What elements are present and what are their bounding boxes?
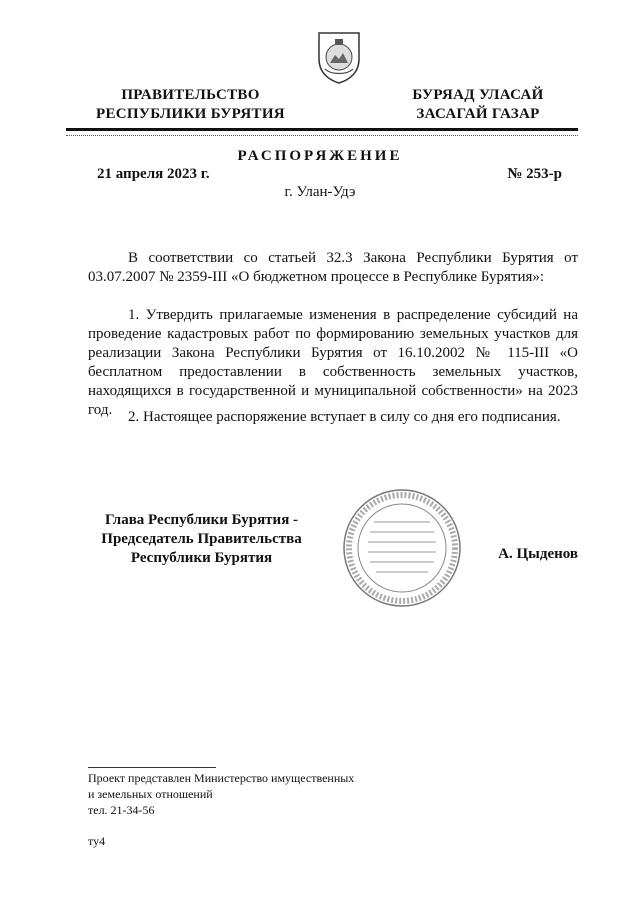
intro-text: В соответствии со статьей 32.3 Закона Республики Бурятия от 03.07.2007 № 2359-III «О бюджетном процессе в Республике Бурятия»: <box>88 250 578 285</box>
document-date: 21 апреля 2023 г. <box>97 166 210 182</box>
header-left-line1: ПРАВИТЕЛЬСТВО <box>121 87 260 103</box>
footer-note <box>88 770 354 818</box>
header-left <box>88 86 293 124</box>
official-seal-icon <box>340 486 464 610</box>
document-city: г. Улан-Удэ <box>284 184 356 200</box>
document-title: РАСПОРЯЖЕНИЕ <box>237 148 403 164</box>
item2-text: 2. Настоящее распоряжение вступает в силу со дня его подписания. <box>128 409 561 425</box>
coat-of-arms-icon <box>315 29 363 85</box>
item2-paragraph <box>88 408 578 427</box>
footer-phone: тел. 21-34-56 <box>88 803 155 817</box>
signatory-name: А. Цыденов <box>498 546 578 562</box>
header-right-line2: ЗАСАГАЙ ГАЗАР <box>416 106 540 122</box>
document-number: № 253-р <box>507 166 562 182</box>
footer-line1: Проект представлен Министерство имущественных <box>88 771 355 785</box>
footer-code: ту4 <box>88 834 106 848</box>
signatory-line3: Республики Бурятия <box>130 550 273 566</box>
footer-line2: и земельных отношений <box>88 787 213 801</box>
header-divider-dotted <box>66 135 578 136</box>
signatory-line2: Председатель Правительства <box>101 531 302 547</box>
intro-paragraph <box>88 249 578 287</box>
item1-paragraph <box>88 306 578 420</box>
header-divider <box>66 128 578 131</box>
header-right-line1: БУРЯАД УЛАСАЙ <box>412 87 544 103</box>
footer-divider <box>88 767 216 768</box>
item1-text: 1. Утвердить прилагаемые изменения в распределение субсидий на проведение кадастровых работ по формированию земельных участков для реализации Закона Республики Бурятия от 16.10.2002 № 115-III «О бесплатном предоставлении в собственность земельных участков, находящихся в государственной и муниципальной собственности» на 2023 год. <box>88 307 578 418</box>
header-right <box>378 86 578 124</box>
header-left-line2: РЕСПУБЛИКИ БУРЯТИЯ <box>96 106 285 122</box>
signatory-title <box>84 511 319 568</box>
signatory-line1: Глава Республики Бурятия - <box>104 512 299 528</box>
